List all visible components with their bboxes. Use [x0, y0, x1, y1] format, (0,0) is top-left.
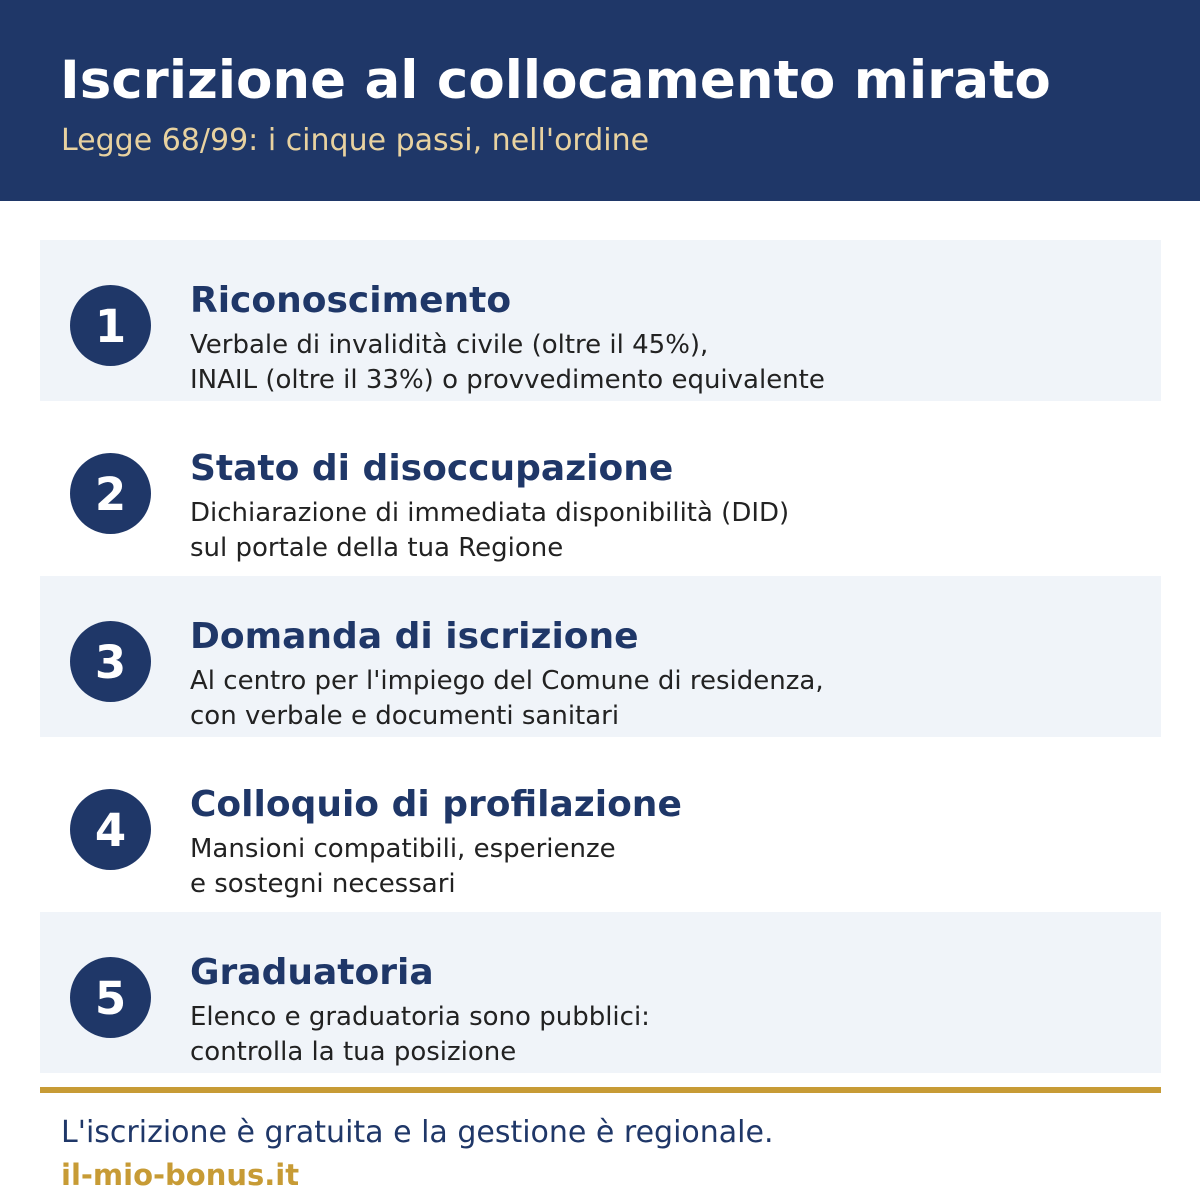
step-title: Riconoscimento — [190, 280, 512, 321]
step-number-badge: 3 — [70, 621, 151, 702]
step-number-badge: 5 — [70, 957, 151, 1038]
step-1 — [40, 240, 1161, 401]
page-title: Iscrizione al collocamento mirato — [60, 50, 1051, 111]
page-subtitle: Legge 68/99: i cinque passi, nell'ordine — [61, 123, 650, 158]
step-description-line: e sostegni necessari — [190, 869, 456, 899]
step-title: Stato di disoccupazione — [190, 448, 674, 489]
step-description-line: Mansioni compatibili, esperienze — [190, 834, 616, 864]
step-title: Colloquio di profilazione — [190, 784, 682, 825]
step-5 — [40, 912, 1161, 1073]
step-description-line: INAIL (oltre il 33%) o provvedimento equivalente — [190, 365, 825, 395]
step-description-line: Elenco e graduatoria sono pubblici: — [190, 1002, 650, 1032]
step-number-badge: 4 — [70, 789, 151, 870]
footer-divider — [40, 1087, 1161, 1093]
step-title: Domanda di iscrizione — [190, 616, 639, 657]
step-description-line: con verbale e documenti sanitari — [190, 701, 620, 731]
step-description-line: controlla la tua posizione — [190, 1037, 517, 1067]
step-4 — [40, 744, 1161, 905]
step-description-line: sul portale della tua Regione — [190, 533, 564, 563]
footer-site-name: il-mio-bonus.it — [61, 1158, 300, 1192]
step-description-line: Verbale di invalidità civile (oltre il 45%), — [190, 330, 709, 360]
step-3 — [40, 576, 1161, 737]
step-number-badge: 2 — [70, 453, 151, 534]
step-title: Graduatoria — [190, 952, 434, 993]
footer-note: L'iscrizione è gratuita e la gestione è regionale. — [61, 1115, 774, 1150]
step-number-badge: 1 — [70, 285, 151, 366]
step-description-line: Dichiarazione di immediata disponibilità (DID) — [190, 498, 790, 528]
step-description-line: Al centro per l'impiego del Comune di residenza, — [190, 666, 824, 696]
step-2 — [40, 408, 1161, 569]
header-banner — [0, 0, 1200, 201]
